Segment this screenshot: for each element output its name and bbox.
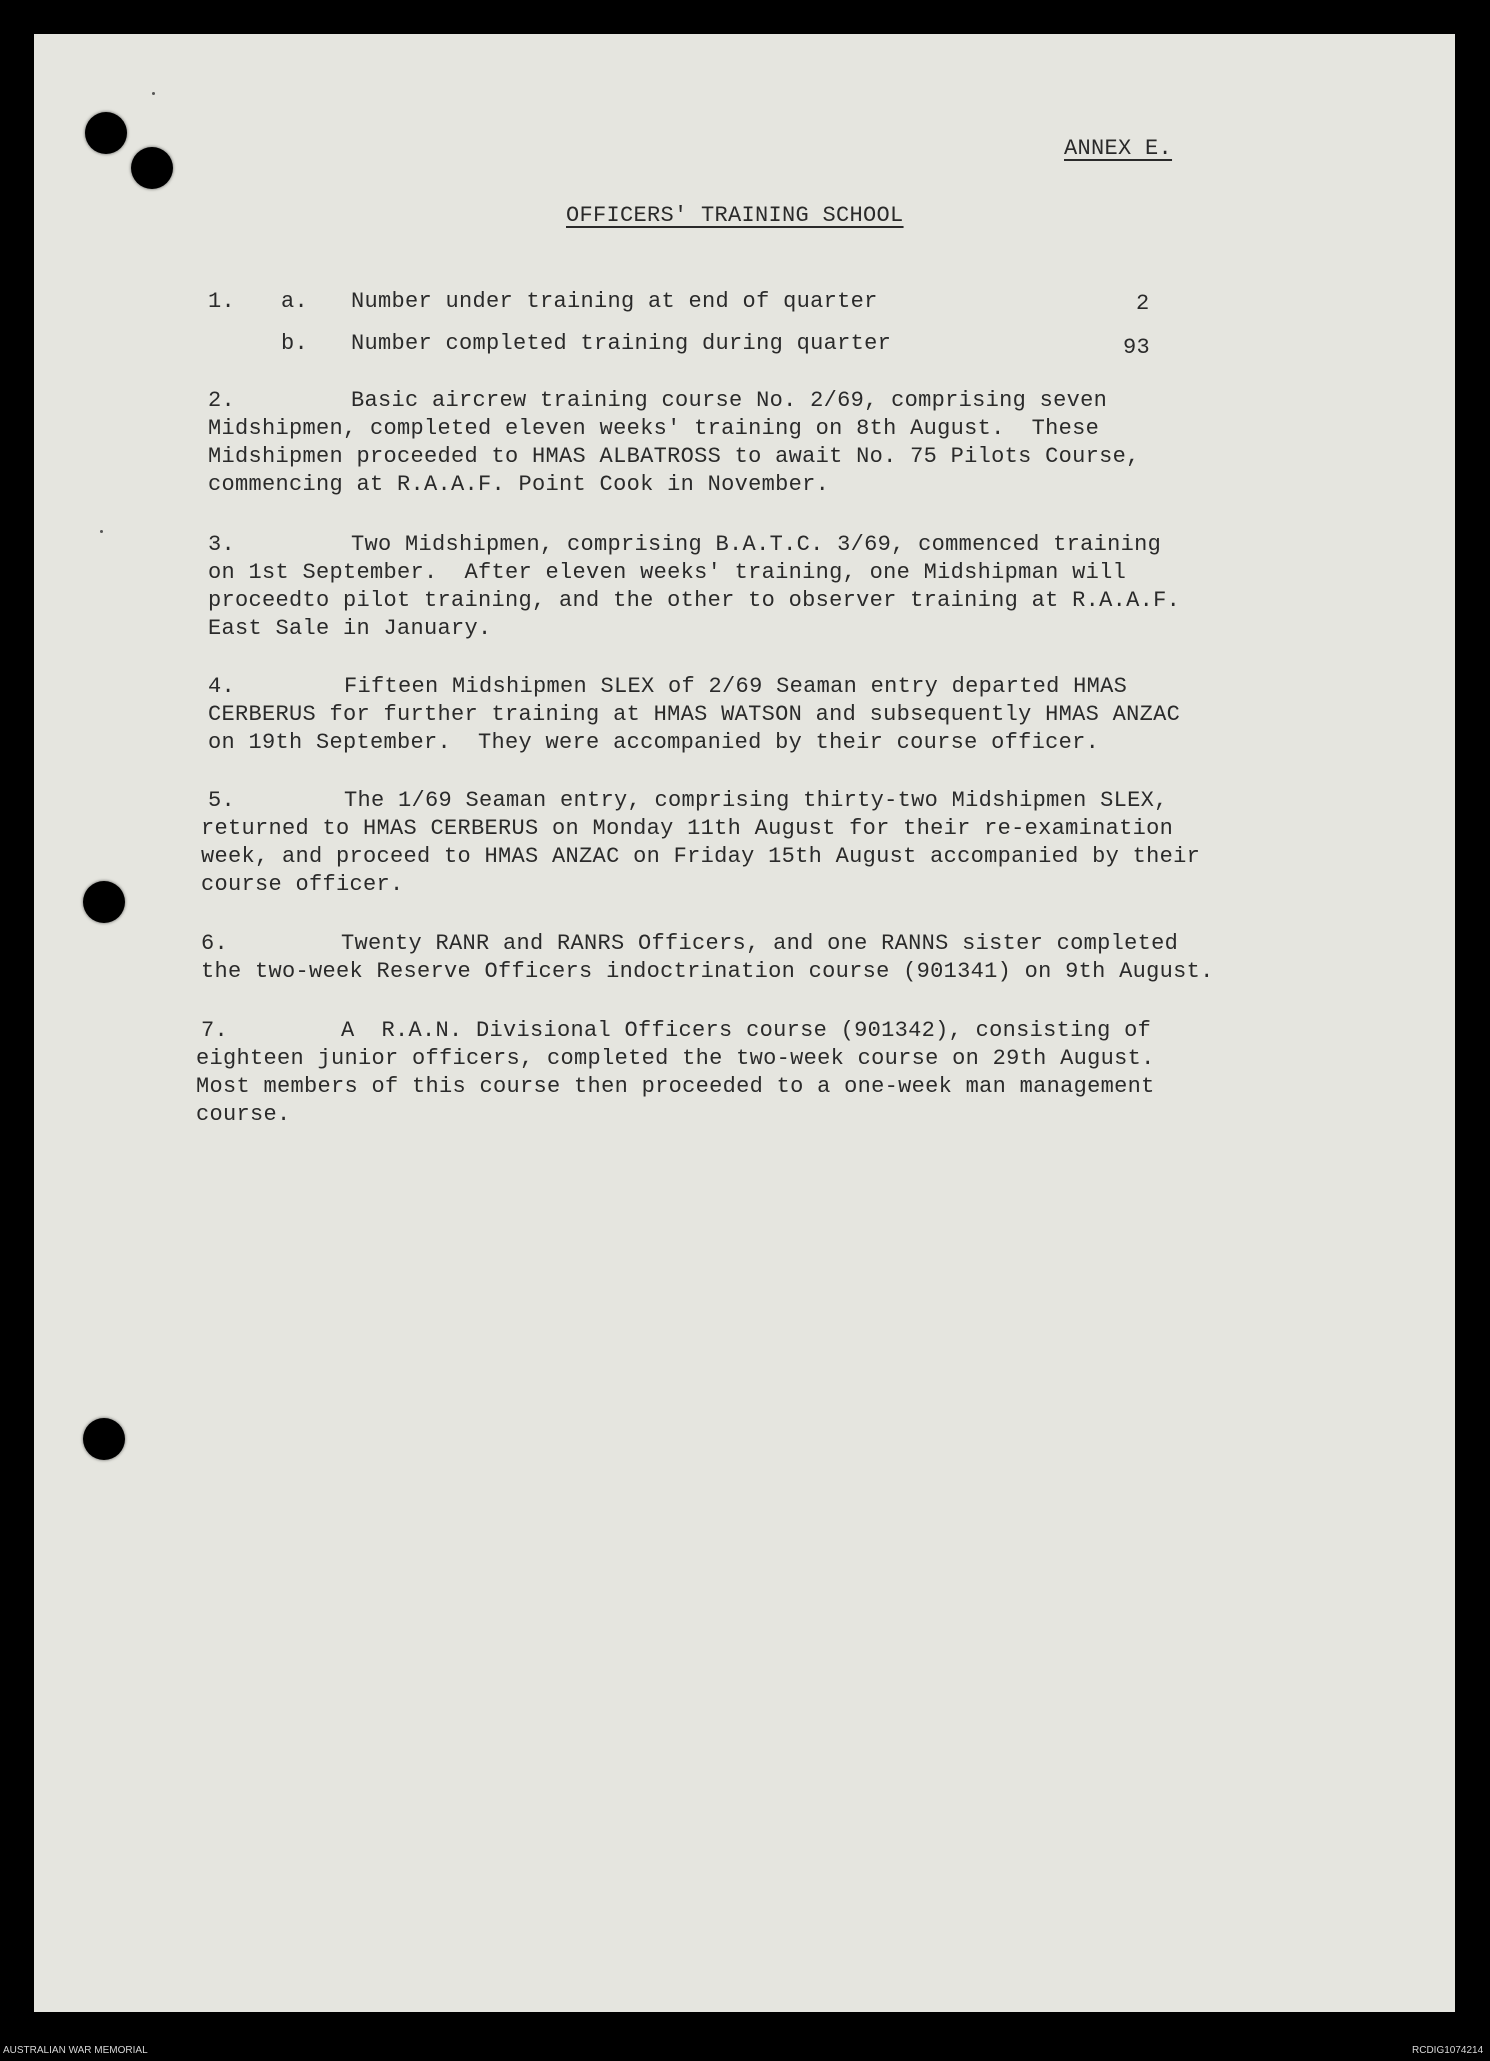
paragraph-3-line-4: East Sale in January. xyxy=(208,616,492,641)
item-1a-text: Number under training at end of quarter xyxy=(351,289,878,314)
paper-speck xyxy=(152,92,155,95)
item-1-number: 1. xyxy=(208,289,236,314)
punch-hole-top-1 xyxy=(85,112,127,154)
paragraph-2-line-3: Midshipmen proceeded to HMAS ALBATROSS to await No. 75 Pilots Course, xyxy=(208,444,1140,469)
paragraph-6-line-2: the two-week Reserve Officers indoctrination course (901341) on 9th August. xyxy=(201,959,1214,984)
paragraph-2-number: 2. xyxy=(208,388,236,413)
page-title: OFFICERS' TRAINING SCHOOL xyxy=(566,203,904,228)
footer-record-id: RCDIG1074214 xyxy=(1412,2045,1484,2056)
paper-speck xyxy=(100,530,103,533)
item-1b-letter: b. xyxy=(281,331,309,356)
punch-hole-middle xyxy=(83,881,125,923)
punch-hole-bottom xyxy=(83,1418,125,1460)
paragraph-6-line-1: Twenty RANR and RANRS Officers, and one RANNS sister completed xyxy=(341,931,1179,956)
paragraph-7-line-1: A R.A.N. Divisional Officers course (901342), consisting of xyxy=(341,1018,1152,1043)
paragraph-7-line-2: eighteen junior officers, completed the two-week course on 29th August. xyxy=(196,1046,1155,1071)
paragraph-2-line-4: commencing at R.A.A.F. Point Cook in November. xyxy=(208,472,830,497)
item-1a-letter: a. xyxy=(281,289,309,314)
paragraph-3-line-3: proceedto pilot training, and the other to observer training at R.A.A.F. xyxy=(208,588,1181,613)
paragraph-3-line-1: Two Midshipmen, comprising B.A.T.C. 3/69, commenced training xyxy=(351,532,1162,557)
paragraph-5-line-4: course officer. xyxy=(201,872,404,897)
paragraph-5-line-3: week, and proceed to HMAS ANZAC on Friday 15th August accompanied by their xyxy=(201,844,1201,869)
paragraph-5-line-1: The 1/69 Seaman entry, comprising thirty-two Midshipmen SLEX, xyxy=(344,788,1168,813)
paragraph-4-line-3: on 19th September. They were accompanied by their course officer. xyxy=(208,730,1100,755)
annex-label: ANNEX E. xyxy=(1064,136,1173,161)
paragraph-7-number: 7. xyxy=(201,1018,229,1043)
paragraph-3-number: 3. xyxy=(208,532,236,557)
item-1b-value: 93 xyxy=(1123,335,1151,360)
footer-source: AUSTRALIAN WAR MEMORIAL xyxy=(3,2045,148,2056)
paragraph-4-line-1: Fifteen Midshipmen SLEX of 2/69 Seaman entry departed HMAS xyxy=(344,674,1128,699)
paragraph-2-line-2: Midshipmen, completed eleven weeks' training on 8th August. These xyxy=(208,416,1100,441)
paragraph-4-line-2: CERBERUS for further training at HMAS WATSON and subsequently HMAS ANZAC xyxy=(208,702,1181,727)
paragraph-2-line-1: Basic aircrew training course No. 2/69, comprising seven xyxy=(351,388,1108,413)
item-1b-text: Number completed training during quarter xyxy=(351,331,892,356)
paragraph-5-line-2: returned to HMAS CERBERUS on Monday 11th August for their re-examination xyxy=(201,816,1174,841)
paragraph-3-line-2: on 1st September. After eleven weeks' training, one Midshipman will xyxy=(208,560,1127,585)
item-1a-value: 2 xyxy=(1136,291,1150,316)
paragraph-6-number: 6. xyxy=(201,931,229,956)
paragraph-7-line-4: course. xyxy=(196,1102,291,1127)
paragraph-7-line-3: Most members of this course then proceeded to a one-week man management xyxy=(196,1074,1155,1099)
paragraph-5-number: 5. xyxy=(208,788,236,813)
punch-hole-top-2 xyxy=(131,147,173,189)
paragraph-4-number: 4. xyxy=(208,674,236,699)
